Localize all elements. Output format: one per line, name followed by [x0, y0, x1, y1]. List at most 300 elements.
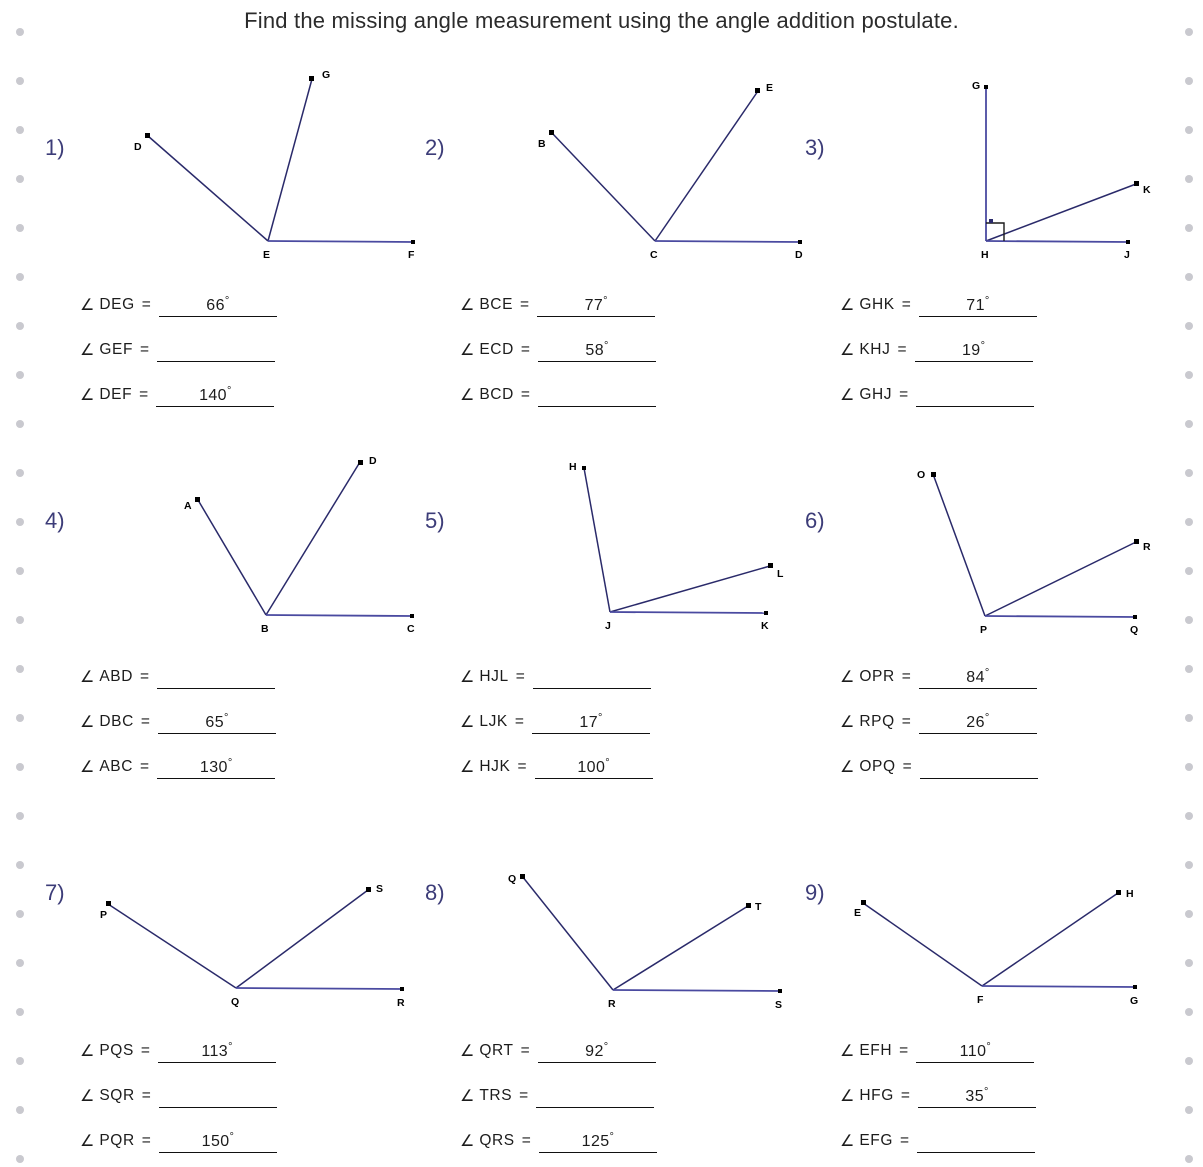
angle-name: DEG: [99, 296, 135, 313]
answer-list: [80, 644, 420, 779]
point-label: D: [369, 455, 377, 467]
answer-blank[interactable]: [536, 1106, 654, 1108]
angle-icon: ∠: [460, 714, 475, 731]
problem-number: 6): [805, 508, 825, 533]
equals-sign: =: [521, 1132, 531, 1149]
point-label: Q: [508, 873, 517, 885]
hole-punch-dot: [16, 861, 24, 869]
angle-name: QRS: [479, 1132, 515, 1149]
equals-sign: =: [900, 1087, 910, 1104]
answer-blank[interactable]: [538, 340, 656, 362]
ray-to-point-2: [985, 542, 1136, 616]
angle-icon: ∠: [840, 669, 855, 686]
answer-value: 35: [965, 1088, 985, 1105]
endpoint-dot: [549, 130, 554, 135]
angle-icon: ∠: [460, 759, 475, 776]
endpoint-dot: [1133, 985, 1137, 989]
equals-sign: =: [140, 713, 150, 730]
endpoint-dot: [764, 611, 768, 615]
equals-sign: =: [141, 1132, 151, 1149]
point-label: G: [1130, 995, 1139, 1007]
answer-row: [460, 689, 800, 734]
base-ray: [986, 241, 1128, 242]
hole-punch-dot: [16, 273, 24, 281]
answer-blank[interactable]: [919, 295, 1037, 317]
problem-number: 5): [425, 508, 445, 533]
degree-symbol: °: [986, 1040, 991, 1053]
angle-name: GHK: [859, 296, 895, 313]
answer-row: [460, 1018, 800, 1063]
angle-icon: ∠: [80, 669, 95, 686]
endpoint-dot: [520, 874, 525, 879]
vertex-label: F: [977, 994, 984, 1006]
angle-name: HJL: [479, 668, 509, 685]
hole-punch-dot: [16, 420, 24, 428]
equals-sign: =: [517, 758, 527, 775]
answer-blank[interactable]: [918, 1086, 1036, 1108]
answer-row: [80, 734, 420, 779]
point-label: L: [777, 568, 784, 580]
endpoint-dot: [931, 472, 936, 477]
hole-punch-dot: [16, 77, 24, 85]
endpoint-dot: [1116, 890, 1121, 895]
answer-row: [460, 644, 800, 689]
equals-sign: =: [139, 386, 149, 403]
vertex-label: P: [980, 624, 988, 636]
angle-diagram: [70, 870, 415, 1010]
answer-list: [460, 1018, 800, 1153]
angle-icon: ∠: [80, 714, 95, 731]
endpoint-dot: [106, 901, 111, 906]
endpoint-dot: [861, 900, 866, 905]
equals-sign: =: [520, 296, 530, 313]
point-label: O: [917, 469, 926, 481]
answer-value: 71: [966, 297, 985, 314]
answer-value: 113: [201, 1043, 229, 1060]
ray-to-point-2: [982, 893, 1118, 986]
equals-sign: =: [520, 386, 530, 403]
answer-blank[interactable]: [535, 757, 653, 779]
hole-punch-dot: [16, 959, 24, 967]
equals-sign: =: [899, 1042, 909, 1059]
answer-value: 140: [199, 387, 227, 404]
ray-to-point-1: [108, 904, 236, 988]
degree-symbol: °: [228, 1040, 233, 1053]
point-label: G: [322, 69, 331, 81]
angle-icon: ∠: [80, 759, 95, 776]
point-label: D: [795, 249, 803, 261]
hole-punch-dot: [16, 518, 24, 526]
ray-to-point-2: [236, 890, 368, 988]
answer-blank[interactable]: [919, 667, 1037, 689]
answer-row: [80, 1018, 420, 1063]
hole-punch-dot: [16, 714, 24, 722]
hole-punch-dot: [1185, 322, 1193, 330]
point-label: C: [407, 623, 415, 635]
angle-diagram: [850, 60, 1190, 260]
answer-blank[interactable]: [538, 1041, 656, 1063]
endpoint-dot: [309, 76, 314, 81]
angle-name: PQR: [99, 1132, 135, 1149]
degree-symbol: °: [980, 339, 985, 352]
answer-value: 110: [959, 1043, 987, 1060]
answer-blank[interactable]: [158, 1041, 276, 1063]
hole-punch-dot: [1185, 273, 1193, 281]
answer-blank[interactable]: [915, 340, 1033, 362]
equals-sign: =: [140, 668, 150, 685]
ray-to-point-1: [933, 474, 985, 616]
angle-name: QRT: [479, 1042, 514, 1059]
answer-blank[interactable]: [159, 295, 277, 317]
answer-row: [840, 1063, 1180, 1108]
hole-punch-dot: [16, 1106, 24, 1114]
equals-sign: =: [897, 341, 907, 358]
endpoint-dot: [1126, 240, 1130, 244]
answer-blank[interactable]: [916, 1041, 1034, 1063]
point-label: E: [766, 82, 774, 94]
answer-row: [80, 644, 420, 689]
angle-name: ECD: [479, 341, 514, 358]
answer-list: [840, 644, 1180, 779]
degree-symbol: °: [609, 1130, 614, 1143]
ray-to-point-1: [522, 876, 613, 990]
answer-blank[interactable]: [539, 1131, 657, 1153]
point-label: K: [1143, 184, 1151, 196]
point-label: J: [1124, 249, 1130, 261]
angle-name: DBC: [99, 713, 134, 730]
answer-row: [460, 272, 800, 317]
point-label: E: [854, 907, 862, 919]
endpoint-dot: [798, 240, 802, 244]
angle-icon: ∠: [460, 669, 475, 686]
hole-punch-dot: [16, 175, 24, 183]
endpoint-dot: [582, 466, 586, 470]
angle-name: OPQ: [859, 758, 896, 775]
answer-blank[interactable]: [919, 712, 1037, 734]
angle-diagram: [470, 430, 810, 635]
angle-name: DEF: [99, 386, 133, 403]
answer-value: 77: [584, 297, 604, 314]
equals-sign: =: [901, 668, 911, 685]
base-ray: [268, 241, 413, 242]
answer-value: 125: [581, 1133, 610, 1150]
answer-blank[interactable]: [157, 687, 275, 689]
angle-icon: ∠: [840, 387, 855, 404]
answer-value: 66: [206, 297, 225, 314]
problem-number: 7): [45, 880, 65, 905]
answer-row: [80, 272, 420, 317]
hole-punch-dot: [16, 371, 24, 379]
vertex-label: H: [981, 249, 989, 261]
hole-punch-dot: [1185, 910, 1193, 918]
angle-name: GEF: [99, 341, 134, 358]
point-label: S: [376, 883, 384, 895]
answer-blank[interactable]: [157, 360, 275, 362]
base-ray: [985, 616, 1135, 617]
ray-to-point-1: [148, 136, 268, 241]
hole-punch-dot: [16, 126, 24, 134]
point-label: F: [408, 249, 415, 261]
point-label: D: [134, 141, 142, 153]
answer-blank[interactable]: [533, 687, 651, 689]
point-label: G: [972, 80, 981, 92]
answer-row: [80, 1063, 420, 1108]
vertex-label: Q: [231, 996, 240, 1008]
hole-punch-dot: [16, 1057, 24, 1065]
angle-name: GHJ: [859, 386, 893, 403]
degree-symbol: °: [984, 294, 990, 307]
angle-name: OPR: [859, 668, 895, 685]
angle-icon: ∠: [840, 1133, 855, 1150]
answer-row: [460, 1063, 800, 1108]
hole-punch-dot: [16, 1008, 24, 1016]
angle-icon: ∠: [80, 342, 95, 359]
angle-icon: ∠: [840, 342, 855, 359]
answer-list: [460, 644, 800, 779]
angle-name: SQR: [99, 1087, 135, 1104]
problem-number: 8): [425, 880, 445, 905]
degree-symbol: °: [984, 1085, 989, 1098]
angle-name: HFG: [859, 1087, 894, 1104]
answer-row: [840, 317, 1180, 362]
degree-symbol: °: [603, 1040, 609, 1053]
answer-row: [840, 362, 1180, 407]
answer-row: [80, 689, 420, 734]
point-label: Q: [1130, 624, 1139, 636]
degree-symbol: °: [603, 294, 608, 307]
angle-icon: ∠: [460, 342, 475, 359]
ray-to-point-2: [613, 906, 748, 990]
endpoint-dot: [768, 563, 773, 568]
base-ray: [613, 990, 780, 991]
answer-blank[interactable]: [920, 777, 1038, 779]
hole-punch-dot: [1185, 959, 1193, 967]
ray-to-point-2: [266, 462, 360, 615]
hole-punch-dot: [1185, 1057, 1193, 1065]
hole-punch-dot: [1185, 371, 1193, 379]
vertex-label: E: [263, 249, 271, 261]
angle-icon: ∠: [460, 387, 475, 404]
answer-value: 19: [961, 342, 981, 359]
endpoint-dot: [1133, 615, 1137, 619]
answer-row: [840, 272, 1180, 317]
answer-row: [80, 317, 420, 362]
degree-symbol: °: [224, 294, 230, 307]
answer-value: 130: [199, 759, 228, 776]
problem-number: 2): [425, 135, 445, 160]
answer-blank[interactable]: [532, 712, 650, 734]
equals-sign: =: [514, 713, 524, 730]
angle-diagram: [450, 870, 795, 1010]
angle-name: ABD: [99, 668, 134, 685]
angle-icon: ∠: [460, 1043, 475, 1060]
hole-punch-dot: [16, 224, 24, 232]
equals-sign: =: [902, 758, 912, 775]
equals-sign: =: [901, 296, 911, 313]
degree-symbol: °: [984, 711, 990, 724]
angle-name: BCE: [479, 296, 514, 313]
degree-symbol: °: [598, 711, 603, 724]
degree-symbol: °: [224, 711, 229, 724]
angle-icon: ∠: [80, 387, 95, 404]
answer-blank[interactable]: [158, 712, 276, 734]
answer-row: [460, 362, 800, 407]
hole-punch-dot: [1185, 420, 1193, 428]
endpoint-dot: [755, 88, 760, 93]
degree-symbol: °: [605, 756, 610, 769]
endpoint-dot: [358, 460, 363, 465]
ray-to-point-2: [655, 91, 758, 241]
answer-value: 65: [205, 714, 225, 731]
angle-icon: ∠: [460, 297, 475, 314]
hole-punch-dot: [1185, 861, 1193, 869]
endpoint-dot: [778, 989, 782, 993]
answer-value: 58: [585, 342, 605, 359]
angle-name: PQS: [99, 1042, 134, 1059]
answer-value: 26: [966, 714, 985, 731]
problem-number: 9): [805, 880, 825, 905]
endpoint-dot: [410, 614, 414, 618]
endpoint-dot: [746, 903, 751, 908]
hole-punch-dot: [1185, 812, 1193, 820]
ray-to-point-2: [268, 79, 312, 241]
endpoint-dot: [195, 497, 200, 502]
equals-sign: =: [140, 341, 150, 358]
angle-icon: ∠: [80, 1088, 95, 1105]
equals-sign: =: [519, 1087, 529, 1104]
answer-row: [460, 1108, 800, 1153]
angle-diagram: [90, 60, 430, 260]
angle-name: EFG: [859, 1132, 894, 1149]
vertex-label: C: [650, 249, 658, 261]
hole-punch-dot: [1185, 1106, 1193, 1114]
angle-name: BCD: [479, 386, 514, 403]
ray-to-point-2: [986, 184, 1136, 241]
point-label: B: [538, 138, 546, 150]
angle-icon: ∠: [840, 759, 855, 776]
answer-list: [840, 272, 1180, 407]
degree-symbol: °: [227, 756, 233, 769]
answer-row: [840, 644, 1180, 689]
angle-name: LJK: [479, 713, 508, 730]
base-ray: [610, 612, 766, 613]
right-angle-dot: [989, 219, 993, 223]
answer-list: [80, 1018, 420, 1153]
angle-icon: ∠: [460, 1088, 475, 1105]
answer-blank[interactable]: [156, 385, 274, 407]
point-label: H: [569, 461, 577, 473]
answer-row: [840, 1108, 1180, 1153]
angle-icon: ∠: [80, 1133, 95, 1150]
endpoint-dot: [984, 85, 988, 89]
problem-number: 4): [45, 508, 65, 533]
answer-blank[interactable]: [537, 295, 655, 317]
answer-list: [840, 1018, 1180, 1153]
answer-row: [460, 317, 800, 362]
point-label: K: [761, 620, 769, 632]
endpoint-dot: [1134, 181, 1139, 186]
hole-punch-dot: [1185, 665, 1193, 673]
hole-punch-dot: [16, 763, 24, 771]
equals-sign: =: [520, 1042, 530, 1059]
equals-sign: =: [140, 758, 150, 775]
hole-punch-dot: [1185, 714, 1193, 722]
angle-icon: ∠: [840, 1043, 855, 1060]
equals-sign: =: [900, 1132, 910, 1149]
angle-diagram: [850, 430, 1190, 635]
degree-symbol: °: [229, 1130, 234, 1143]
equals-sign: =: [901, 713, 911, 730]
base-ray: [655, 241, 800, 242]
answer-row: [80, 362, 420, 407]
angle-name: TRS: [479, 1087, 513, 1104]
answer-value: 100: [577, 759, 606, 776]
base-ray: [982, 986, 1135, 987]
angle-icon: ∠: [840, 1088, 855, 1105]
ray-to-point-1: [863, 903, 982, 986]
point-label: R: [397, 997, 405, 1009]
endpoint-dot: [366, 887, 371, 892]
angle-name: HJK: [479, 758, 511, 775]
hole-punch-dot: [16, 812, 24, 820]
answer-blank[interactable]: [538, 405, 656, 407]
answer-blank[interactable]: [159, 1131, 277, 1153]
ray-to-point-1: [198, 500, 266, 615]
answer-blank[interactable]: [916, 405, 1034, 407]
hole-punch-dot: [1185, 763, 1193, 771]
point-label: A: [184, 500, 192, 512]
hole-punch-dot: [16, 322, 24, 330]
answer-row: [460, 734, 800, 779]
ray-to-point-2: [610, 566, 770, 612]
angle-name: ABC: [99, 758, 134, 775]
point-label: H: [1126, 888, 1134, 900]
answer-value: 92: [585, 1043, 604, 1060]
hole-punch-dot: [1185, 1155, 1193, 1163]
point-label: R: [1143, 541, 1151, 553]
point-label: S: [775, 999, 783, 1011]
equals-sign: =: [141, 296, 151, 313]
angle-name: RPQ: [859, 713, 895, 730]
angle-name: KHJ: [859, 341, 891, 358]
ray-to-point-1: [552, 133, 655, 241]
hole-punch-dot: [16, 910, 24, 918]
answer-blank[interactable]: [917, 1151, 1035, 1153]
angle-diagram: [830, 870, 1175, 1010]
answer-blank[interactable]: [157, 757, 275, 779]
angle-name: EFH: [859, 1042, 893, 1059]
hole-punch-dot: [1185, 1008, 1193, 1016]
equals-sign: =: [899, 386, 909, 403]
point-label: P: [100, 909, 108, 921]
point-label: T: [755, 901, 762, 913]
angle-diagram: [470, 60, 810, 260]
vertex-label: J: [605, 620, 611, 632]
hole-punch-column-left: [16, 0, 36, 1167]
answer-list: [80, 272, 420, 407]
answer-row: [840, 1018, 1180, 1063]
equals-sign: =: [520, 341, 530, 358]
base-ray: [236, 988, 402, 989]
angle-icon: ∠: [840, 714, 855, 731]
endpoint-dot: [411, 240, 415, 244]
answer-value: 150: [201, 1133, 230, 1150]
answer-blank[interactable]: [159, 1106, 277, 1108]
answer-value: 84: [966, 669, 985, 686]
hole-punch-dot: [16, 1155, 24, 1163]
answer-row: [80, 1108, 420, 1153]
hole-punch-dot: [16, 665, 24, 673]
